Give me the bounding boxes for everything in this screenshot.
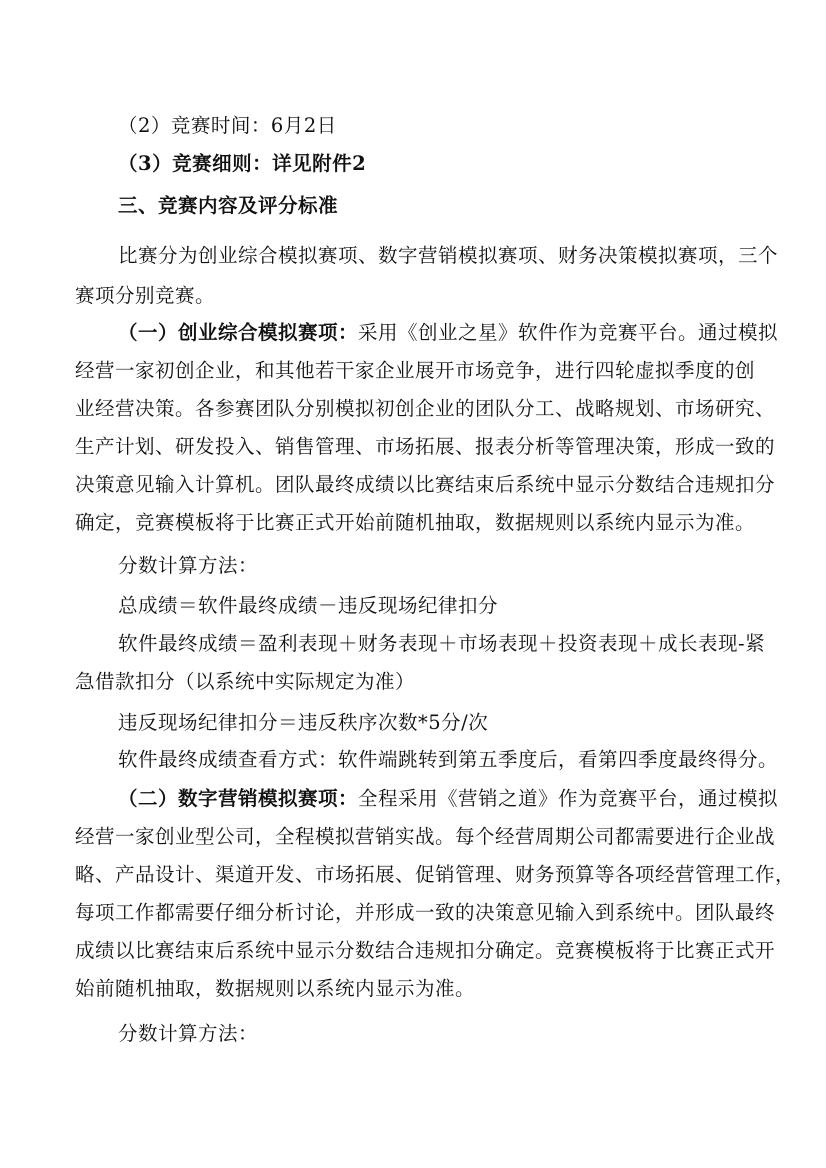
subsection-1-line-4: 生产计划、研发投入、销售管理、市场拓展、报表分析等管理决策，形成一致的 xyxy=(75,435,776,458)
subsection-1-line-3: 业经营决策。各参赛团队分别模拟初创企业的团队分工、战略规划、市场研究、 xyxy=(75,397,776,420)
competition-rules-item: （3）竞赛细则：详见附件2 xyxy=(118,152,367,175)
subsection-1-line-1-text: 采用《创业之星》软件作为竞赛平台。通过模拟 xyxy=(358,321,779,344)
subsection-1-line-5: 决策意见输入计算机。团队最终成绩以比赛结束后系统中显示分数结合违规扣分 xyxy=(75,473,776,496)
subsection-2-line-2: 经营一家创业型公司，全程模拟营销实战。每个经营周期公司都需要进行企业战 xyxy=(75,825,776,848)
subsection-1-line-1 xyxy=(118,320,778,346)
penalty-formula: 违反现场纪律扣分＝违反秩序次数*5分/次 xyxy=(118,711,489,734)
software-score-formula-line-1: 软件最终成绩＝盈利表现＋财务表现＋市场表现＋投资表现＋成长表现-紧 xyxy=(118,632,766,655)
total-score-formula: 总成绩＝软件最终成绩－违反现场纪律扣分 xyxy=(118,594,499,617)
subsection-1-label: （一）创业综合模拟赛项： xyxy=(118,321,359,344)
subsection-2-line-1-text: 全程采用《营销之道》作为竞赛平台，通过模拟 xyxy=(358,787,779,810)
software-score-view-method: 软件最终成绩查看方式：软件端跳转到第五季度后，看第四季度最终得分。 xyxy=(118,748,779,771)
subsection-2-line-1 xyxy=(118,786,778,812)
intro-paragraph-line-2: 赛项分别竞赛。 xyxy=(75,284,216,307)
software-score-formula-line-2: 急借款扣分（以系统中实际规定为准） xyxy=(75,670,416,693)
subsection-2-label: （二）数字营销模拟赛项： xyxy=(118,787,359,810)
subsection-2-line-5: 成绩以比赛结束后系统中显示分数结合违规扣分确定。竞赛模板将于比赛正式开 xyxy=(75,939,776,962)
subsection-2-score-method-label: 分数计算方法： xyxy=(118,1022,259,1045)
competition-time-item: （2）竞赛时间：6月2日 xyxy=(118,114,337,137)
subsection-1-score-method-label: 分数计算方法： xyxy=(118,554,259,577)
subsection-1-line-2: 经营一家初创企业，和其他若干家企业展开市场竞争，进行四轮虚拟季度的创 xyxy=(75,359,756,382)
subsection-2-line-4: 每项工作都需要仔细分析讨论，并形成一致的决策意见输入到系统中。团队最终 xyxy=(75,901,776,924)
subsection-1-line-6: 确定，竞赛模板将于比赛正式开始前随机抽取，数据规则以系统内显示为准。 xyxy=(75,511,756,534)
section-3-heading: 三、竞赛内容及评分标准 xyxy=(118,194,339,217)
subsection-2-line-6: 始前随机抽取，数据规则以系统内显示为准。 xyxy=(75,977,476,1000)
intro-paragraph-line-1: 比赛分为创业综合模拟赛项、数字营销模拟赛项、财务决策模拟赛项，三个 xyxy=(118,244,779,267)
subsection-2-line-3: 略、产品设计、渠道开发、市场拓展、促销管理、财务预算等各项经营管理工作， xyxy=(75,863,796,886)
